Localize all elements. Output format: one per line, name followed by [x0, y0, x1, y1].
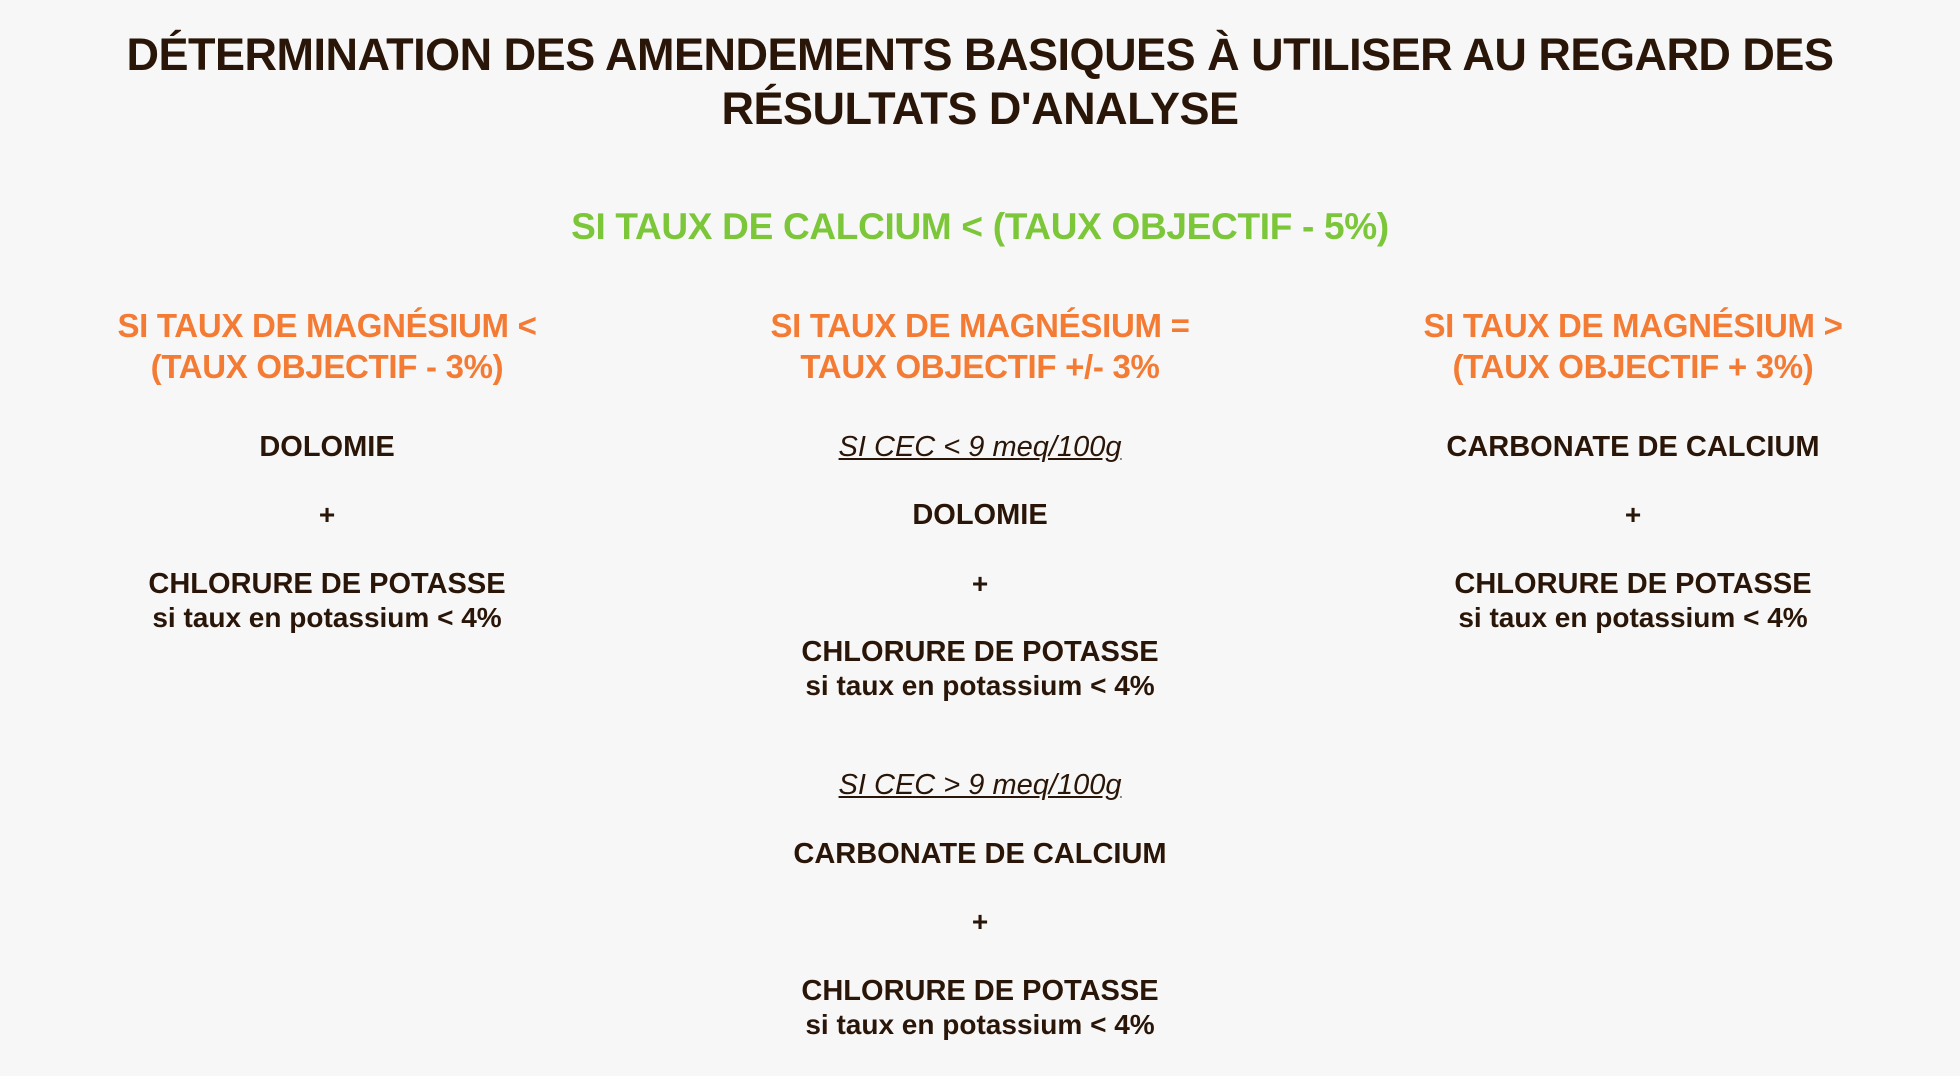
- plus-sign: +: [318, 499, 336, 530]
- potassium-condition: si taux en potassium < 4%: [152, 602, 502, 633]
- column-heading-line-2: TAUX OBJECTIF +/- 3%: [800, 348, 1160, 385]
- column-heading: [0, 305, 654, 387]
- plus-sign: +: [971, 568, 989, 599]
- potassium-condition: si taux en potassium < 4%: [805, 670, 1155, 701]
- product-chlorure-de-potasse: CHLORURE DE POTASSE: [801, 636, 1159, 668]
- column-magnesium-equal: [655, 305, 1305, 1040]
- product-chlorure-de-potasse: CHLORURE DE POTASSE: [148, 568, 506, 600]
- product-carbonate-de-calcium: CARBONATE DE CALCIUM: [1446, 431, 1820, 463]
- product-dolomie: DOLOMIE: [912, 499, 1048, 531]
- plus-sign: +: [971, 906, 989, 937]
- column-heading-line-1: SI TAUX DE MAGNÉSIUM >: [1423, 307, 1843, 344]
- page-title: [0, 28, 1960, 136]
- product-carbonate-de-calcium: CARBONATE DE CALCIUM: [793, 838, 1167, 870]
- potassium-condition: si taux en potassium < 4%: [805, 1009, 1155, 1040]
- product-chlorure-de-potasse: CHLORURE DE POTASSE: [801, 975, 1159, 1007]
- cec-condition-high: SI CEC > 9 meq/100g: [838, 769, 1122, 801]
- column-heading-line-1: SI TAUX DE MAGNÉSIUM =: [770, 307, 1190, 344]
- column-heading-line-1: SI TAUX DE MAGNÉSIUM <: [117, 307, 537, 344]
- column-heading: [1306, 305, 1960, 387]
- product-chlorure-de-potasse: CHLORURE DE POTASSE: [1454, 568, 1812, 600]
- column-heading: [655, 305, 1305, 387]
- page-title-line-2: RÉSULTATS D'ANALYSE: [721, 83, 1239, 134]
- plus-sign: +: [1624, 499, 1642, 530]
- column-heading-line-2: (TAUX OBJECTIF + 3%): [1452, 348, 1814, 385]
- potassium-condition: si taux en potassium < 4%: [1458, 602, 1808, 633]
- calcium-condition: SI TAUX DE CALCIUM < (TAUX OBJECTIF - 5%): [571, 206, 1389, 247]
- product-dolomie: DOLOMIE: [259, 431, 395, 463]
- column-heading-line-2: (TAUX OBJECTIF - 3%): [150, 348, 504, 385]
- column-magnesium-low: [0, 305, 654, 633]
- cec-condition-low: SI CEC < 9 meq/100g: [838, 431, 1122, 463]
- column-magnesium-high: [1306, 305, 1960, 633]
- page-title-line-1: DÉTERMINATION DES AMENDEMENTS BASIQUES À UTILISER AU REGARD DES: [126, 29, 1834, 80]
